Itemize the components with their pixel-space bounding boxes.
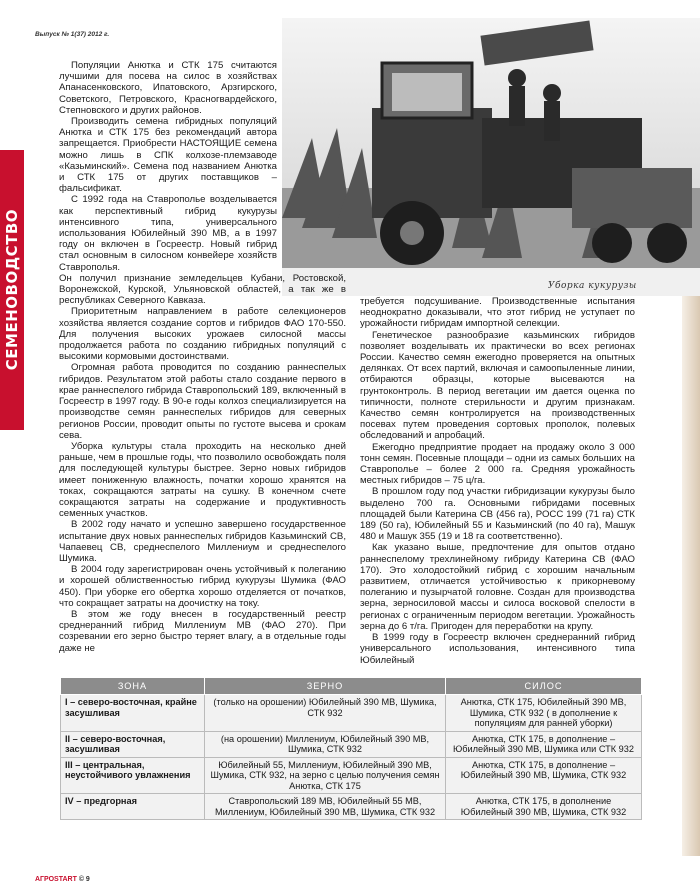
- table-header-row: [61, 678, 642, 695]
- silage-cell: Анютка, СТК 175, в дополнение Юбилейный 390 МВ, Шумика, СТК 932: [446, 794, 642, 820]
- article-column-left: [59, 60, 346, 654]
- narrow-block: [59, 60, 277, 273]
- paragraph: Он получил признание земледельцев Кубани, Ростовской, Воронежской, Курской, Ульяновской областей, а так же в республиках Северного Кавказа.: [59, 272, 346, 307]
- grain-cell: (на орошении) Миллениум, Юбилейный 390 МВ, Шумика, СТК 932: [205, 731, 446, 757]
- paragraph: В 1999 году в Госреестр включен среднеранний гибрид универсального использования, интенсивного типа Юбилейный: [360, 632, 635, 666]
- paragraph: В 2002 году начато и успешно завершено государственное испытание двух новых раннеспелых гибридов Казьминский СВ, Чапаевец СВ, среднеспелого Миллениум и среднеспелого Шумика.: [59, 519, 346, 564]
- paragraph: Генетическое разнообразие казьминских гибридов позволяет возделывать их практически во всех регионах России. Качество семян ежегодно проверяется на опытных делянках. От всех партий, включая и самоопыленные линии, отбираются образцы, которые высеваются на грунтоконтроль. В период вегетации им дается оценка по типичности, полноте стерильности и другим признакам. Качество семян контролируется на производственных посевах путем проведения сортовых прополок, полевых обследований и апробаций.: [360, 329, 635, 442]
- paragraph: требуется подсушивание. Производственные испытания неоднократно доказывали, что этот гибрид не уступает по урожайности гибридам импортной селекции.: [360, 296, 635, 330]
- table-row: [61, 731, 642, 757]
- column-header: ЗОНА: [61, 678, 205, 695]
- side-margin: [0, 0, 24, 888]
- table-row: [61, 695, 642, 732]
- silage-cell: Анютка, СТК 175, в дополнение – Юбилейный 390 МВ, Шумика, СТК 932: [446, 757, 642, 794]
- photo-caption: Уборка кукурузы: [548, 281, 637, 291]
- paragraph: Приоритетным направлением в работе селекционеров хозяйства является создание сортов и гибридов ФАО 170-550. Для получения высоких урожаев силосной массы продолжается работа по созданию гибридных популяций с высокими кормовыми достоинствами.: [59, 306, 346, 363]
- issue-number: Выпуск № 1(37) 2012 г.: [35, 31, 110, 38]
- grain-cell: Ставропольский 189 МВ, Юбилейный 55 МВ, Миллениум, Юбилейный 390 МВ, Шумика, СТК 932: [205, 794, 446, 820]
- paragraph: В 2004 году зарегистрирован очень устойчивый к полеганию и хорошей облиственностью гибрид кукурузы Шумика (ФАО 450). При уборке его обертка хорошо отделяется от початков, что сокращает затраты на доочистку на току.: [59, 564, 346, 609]
- silage-cell: Анютка, СТК 175, в дополнение – Юбилейный 390 МВ, Шумика или СТК 932: [446, 731, 642, 757]
- zone-table: [60, 677, 642, 820]
- zone-cell: III – центральная, неустойчивого увлажнения: [61, 757, 205, 794]
- zone-cell: II – северо-восточная, засушливая: [61, 731, 205, 757]
- paragraph: В прошлом году под участки гибридизации кукурузы было выделено 700 га. Основными гибридами посевных площадей были Катерина СВ (456 га), РОСС 199 (71 га) СТК 189 (50 га), Юбилейный 55 и Казьминский (по 40 га), Машук 480 и Машук 355 (19 и 18 га соответственно).: [360, 486, 635, 543]
- page-number: © 9: [78, 876, 90, 883]
- column-header: СИЛОС: [446, 678, 642, 695]
- zone-cell: I – северо-восточная, крайне засушливая: [61, 695, 205, 732]
- paragraph: Популяции Анютка и СТК 175 считаются лучшими для посева на силос в хозяйствах Апанасенковского, Ипатовского, Арзгирского, Советского, Петровского, Красногвардейского, Степновского и других районов.: [59, 60, 277, 116]
- zone-cell: IV – предгорная: [61, 794, 205, 820]
- paragraph: С 1992 года на Ставрополье возделывается как перспективный гибрид кукурузы интенсивного типа, универсального использования Юбилейный 390 МВ, а в 1997 году он включен в Госреестр. Новый гибрид стал основным в силосном конвейере хозяйств Ставрополья.: [59, 194, 277, 273]
- column-header: ЗЕРНО: [205, 678, 446, 695]
- section-tab-label-wrap: [0, 150, 24, 430]
- paragraph: Как указано выше, предпочтение для опытов отдано раннеспелому трехлинейному гибриду Катерина СВ (ФАО 170). Это холодостойкий гибрид с хорошим начальным развитием, отличается устойчивостью к прикорневому полеганию и пузырчатой головне. Создан для производства зерна, зерносиловой массы и силоса восковой спелости в регионах с ограниченным периодом вегетации. Урожайность зерна до 6 т/га. Пригоден для переработки на крупу.: [360, 542, 635, 632]
- table-row: [61, 757, 642, 794]
- article-column-right: [360, 296, 635, 666]
- footer: [35, 876, 90, 883]
- paragraph: Ежегодно предприятие продает на продажу около 3 000 тонн семян. Посевные площади – одни из самых больших на Ставрополье – более 2 000 га. Средняя урожайность местных гибридов – 75 ц/га.: [360, 441, 635, 487]
- page-edge-image: [682, 296, 700, 856]
- table-row: [61, 794, 642, 820]
- grain-cell: Юбилейный 55, Миллениум, Юбилейный 390 МВ, Шумика, СТК 932, на зерно с целью получения семян Анютка, СТК 175: [205, 757, 446, 794]
- silage-cell: Анютка, СТК 175, Юбилейный 390 МВ, Шумика, СТК 932 ( в дополнение к популяциям для ранней уборки): [446, 695, 642, 732]
- paragraph: Производить семена гибридных популяций Анютка и СТК 175 без рекомендаций автора запрещается. Приобрести НАСТОЯЩИЕ семена можно лишь в СПК колхозе-племзаводе «Казьминский». Семена под названием Анютка и СТК 175 от других поставщиков – фальсификат.: [59, 116, 277, 195]
- paragraph: Огромная работа проводится по созданию раннеспелых гибридов. Результатом этой работы стало создание первого в крае раннеспелого гибрида Ставропольский 189, включенный в Госреестр в 1997 году. В 90-е годы колхоз специализируется на производстве семян раннеспелых гибридов для северных регионов России, проводит опыты по густоте высева и срокам сева.: [59, 362, 346, 441]
- paragraph: В этом же году внесен в государственный реестр среднеранний гибрид Миллениум МВ (ФАО 270). При созревании его зерно быстро теряет влагу, а в отдельные годы даже не: [59, 608, 346, 654]
- paragraph: Уборка культуры стала проходить на несколько дней раньше, чем в прошлые годы, что позволило освобождать поля для последующей культуры быстрее. Зерно новых гибридов имеет пониженную влажность, початки хорошо хранятся на токах, сокращаются затраты на сушку. В конечном счете сокращаются затраты на содержание и продуктивность семенных участков.: [59, 440, 346, 520]
- section-tab-label: СЕМЕНОВОДСТВО: [3, 209, 21, 371]
- grain-cell: (только на орошении) Юбилейный 390 МВ, Шумика, СТК 932: [205, 695, 446, 732]
- magazine-logo: АГРОSTART: [35, 876, 77, 883]
